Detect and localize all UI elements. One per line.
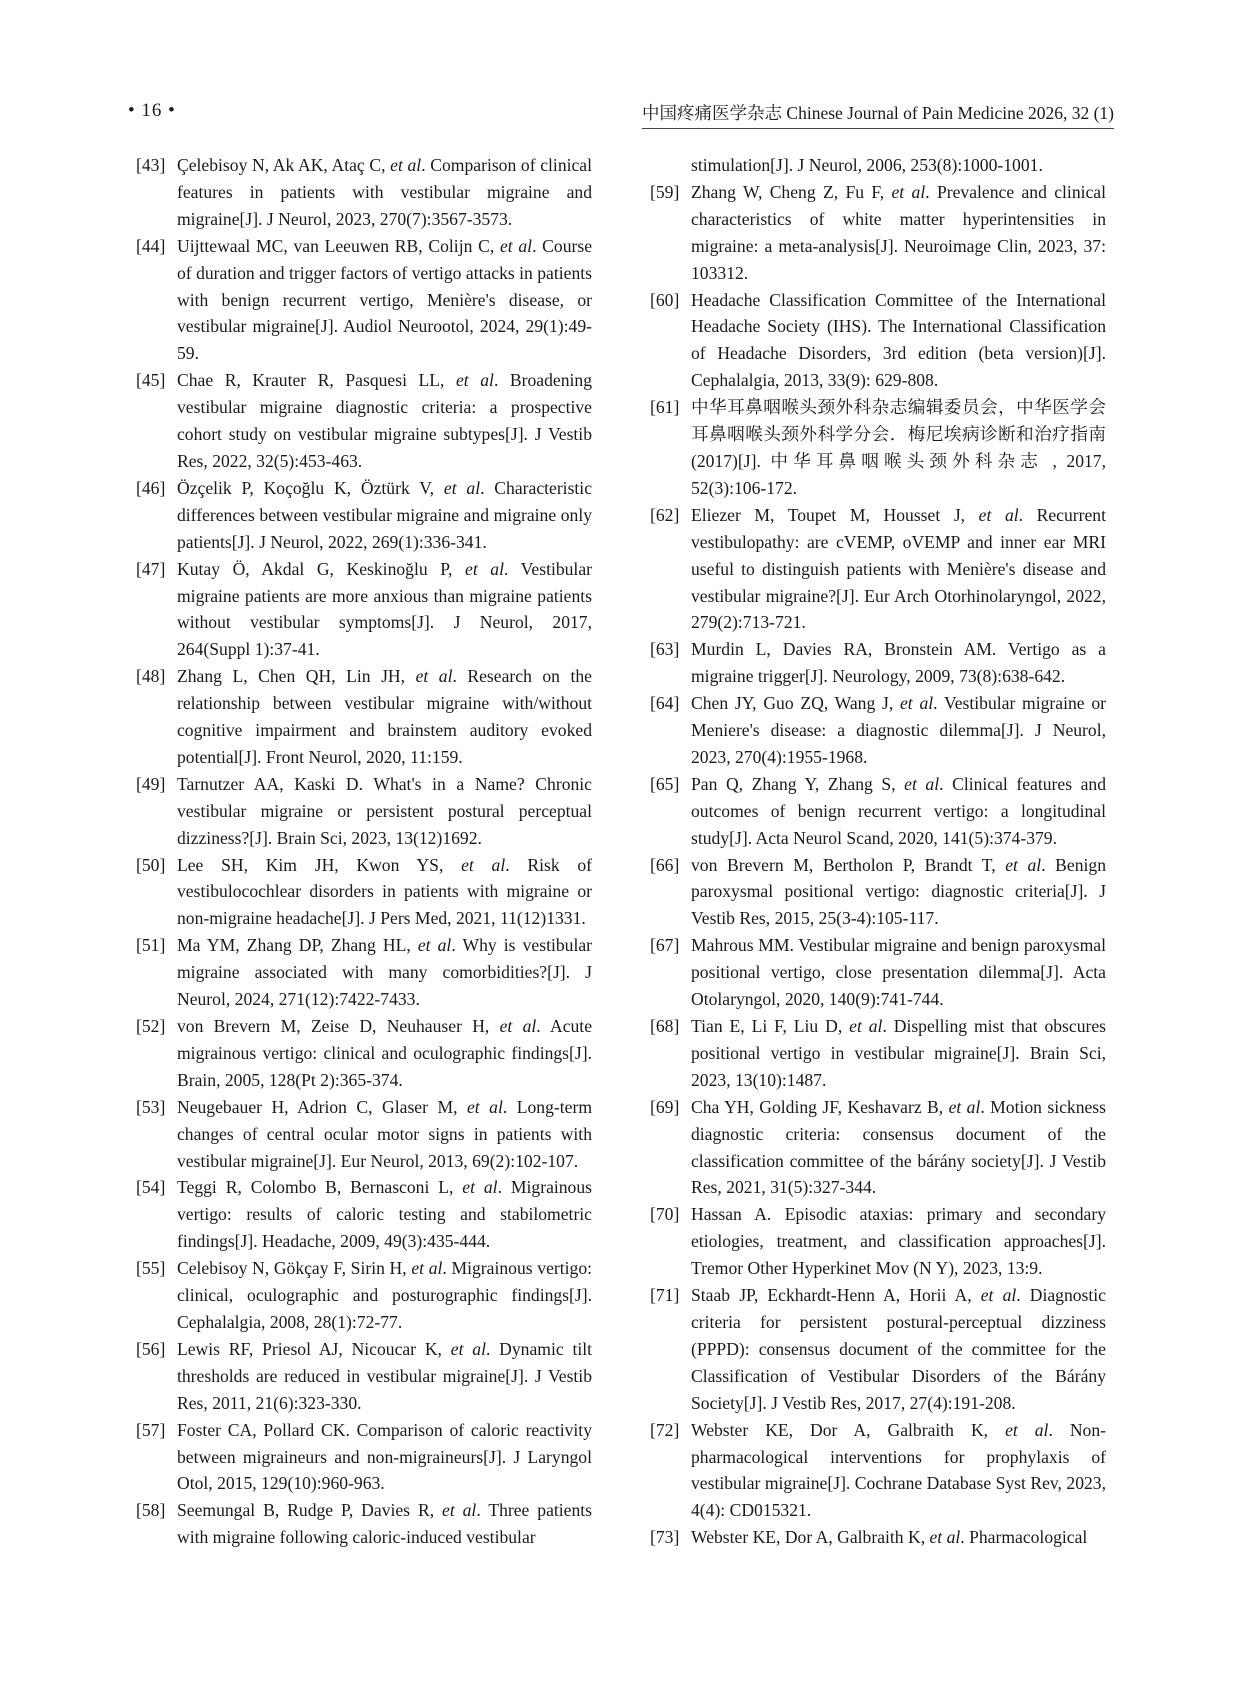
reference-text <box>177 1094 592 1175</box>
reference-details: . Course of duration and trigger factors of vertigo attacks in patients with benign recurrent vertigo, Menière's disease, or vestibular migraine[J]. Audiol Neurootol, 2024, 29(1):49-59. <box>177 235 593 364</box>
reference-text <box>177 771 592 852</box>
et-al: et al <box>461 854 506 875</box>
reference-item <box>650 771 1106 852</box>
reference-item <box>136 1497 592 1551</box>
reference-continuation: stimulation[J]. J Neurol, 2006, 253(8):1000-1001. <box>691 155 1043 175</box>
et-al: et al <box>417 935 452 956</box>
reference-details: . Dynamic tilt thresholds are reduced in vestibular migraine[J]. J Vestib Res, 2011, 21(6):323-330. <box>177 1338 593 1413</box>
page-header <box>128 100 1114 130</box>
reference-number: [67] <box>650 935 680 956</box>
reference-details: . Characteristic differences between vestibular migraine and migraine only patients[J]. J Neurol, 2022, 269(1):336-341. <box>177 477 592 552</box>
et-al: et al <box>450 1338 486 1359</box>
reference-number: [60] <box>650 289 680 310</box>
reference-number: [50] <box>136 854 166 875</box>
reference-authors: Seemungal B, Rudge P, Davies R, <box>177 1500 443 1521</box>
et-al: et al <box>415 666 453 687</box>
reference-text <box>691 636 1106 690</box>
reference-number: [51] <box>136 935 166 956</box>
reference-number: [62] <box>650 504 680 525</box>
reference-authors: Lewis RF, Priesol AJ, Nicoucar K, <box>177 1338 451 1359</box>
reference-number: [47] <box>136 558 166 579</box>
et-al: et al <box>499 235 533 256</box>
reference-text <box>691 1094 1106 1202</box>
reference-number: [55] <box>136 1258 166 1279</box>
reference-item <box>650 1201 1106 1282</box>
reference-number: [70] <box>650 1204 680 1225</box>
reference-authors: von Brevern M, Bertholon P, Brandt T, <box>691 854 1006 875</box>
reference-item <box>650 179 1106 287</box>
reference-details: . Research on the relationship between vestibular migraine with/without cognitive impairment and brainstem auditory evoked potential[J]. Front Neurol, 2020, 11:159. <box>177 666 592 767</box>
reference-item <box>136 1094 592 1175</box>
reference-item <box>136 152 592 233</box>
reference-text <box>691 502 1106 637</box>
reference-authors: Eliezer M, Toupet M, Housset J, <box>691 504 979 525</box>
reference-text <box>691 179 1106 287</box>
reference-item <box>136 556 592 664</box>
et-al: et al <box>456 370 494 391</box>
reference-number: [48] <box>136 666 166 687</box>
reference-number: [64] <box>650 693 680 714</box>
reference-authors: Çelebisoy N, Ak AK, Ataç C, <box>177 155 391 175</box>
reference-details: . Benign paroxysmal positional vertigo: diagnostic criteria[J]. J Vestib Res, 2015, 25(3-4):105-117. <box>691 854 1106 929</box>
reference-number: [46] <box>136 477 166 498</box>
reference-authors: Kutay Ö, Akdal G, Keskinoğlu P, <box>177 558 466 579</box>
reference-item <box>650 1094 1106 1202</box>
reference-item <box>136 932 592 1013</box>
reference-details: . Risk of vestibulocochlear disorders in patients with migraine or non-migraine headache[J]. J Pers Med, 2021, 11(12)1331. <box>177 854 593 929</box>
reference-authors: Webster KE, Dor A, Galbraith K, <box>691 1419 1006 1440</box>
reference-text <box>691 1282 1106 1417</box>
et-al: et al <box>499 1016 537 1036</box>
reference-text <box>691 287 1106 395</box>
reference-details: . Prevalence and clinical characteristics of white matter hyperintensities in migraine: a meta-analysis[J]. Neuroimage Clin, 2023, 37: 103312. <box>691 181 1107 283</box>
reference-authors: Zhang L, Chen QH, Lin JH, <box>177 666 416 687</box>
et-al: et al <box>948 1096 981 1117</box>
reference-authors: Chae R, Krauter R, Pasquesi LL, <box>177 370 456 391</box>
reference-item <box>650 852 1106 933</box>
reference-number: [69] <box>650 1096 680 1117</box>
reference-text <box>691 852 1106 933</box>
reference-text <box>691 1201 1106 1282</box>
reference-number: [63] <box>650 639 680 660</box>
reference-authors: Hassan A. Episodic ataxias: primary and secondary etiologies, treatment, and classification approaches[J]. Tremor Other Hyperkinet Mov (N Y), 2023, 13:9. <box>691 1204 1106 1279</box>
reference-authors: Özçelik P, Koçoğlu K, Öztürk V, <box>177 477 444 498</box>
reference-item <box>136 1013 592 1094</box>
reference-number: [68] <box>650 1016 680 1036</box>
reference-text <box>177 1336 592 1417</box>
reference-authors: Pan Q, Zhang Y, Zhang S, <box>691 773 905 794</box>
et-al: et al <box>1005 1419 1049 1440</box>
reference-text <box>177 556 592 664</box>
reference-number: [56] <box>136 1338 166 1359</box>
reference-item <box>136 367 592 475</box>
et-al: et al <box>390 155 422 175</box>
reference-number: [59] <box>650 181 680 202</box>
reference-text <box>177 1013 592 1094</box>
reference-number: [71] <box>650 1285 680 1306</box>
reference-item <box>650 502 1106 637</box>
reference-item <box>136 1417 592 1498</box>
reference-authors: Webster KE, Dor A, Galbraith K, <box>691 1527 930 1548</box>
reference-item <box>136 663 592 771</box>
reference-details: . Acute migrainous vertigo: clinical and oculographic findings[J]. Brain, 2005, 128(Pt 2):365-374. <box>177 1016 592 1090</box>
reference-text <box>691 1417 1106 1525</box>
et-al: et al <box>980 1285 1017 1306</box>
reference-column-right <box>650 152 1106 1551</box>
reference-details: . Comparison of clinical features in patients with vestibular migraine and migraine[J]. J Neurol, 2023, 270(7):3567-3573. <box>177 155 593 229</box>
reference-text <box>177 1417 592 1498</box>
reference-authors: Lee SH, Kim JH, Kwon YS, <box>177 854 462 875</box>
page-number: • 16 • <box>128 100 176 121</box>
reference-text <box>691 1013 1106 1094</box>
reference-authors: Tian E, Li F, Liu D, <box>691 1016 850 1036</box>
reference-details: . Recurrent vestibulopathy: are cVEMP, oVEMP and inner ear MRI useful to distinguish patients with Menière's disease and vestibular migraine?[J]. Eur Arch Otorhinolaryngol, 2022, 279(2):713-721. <box>691 504 1106 633</box>
reference-item <box>136 1174 592 1255</box>
reference-number: [44] <box>136 235 166 256</box>
reference-authors: Uijttewaal MC, van Leeuwen RB, Colijn C, <box>177 235 500 256</box>
reference-text <box>691 771 1106 852</box>
reference-details: . Vestibular migraine or Meniere's disease: a diagnostic dilemma[J]. J Neurol, 2023, 270(4):1955-1968. <box>691 693 1106 767</box>
et-al: et al <box>904 773 940 794</box>
reference-item <box>136 771 592 852</box>
reference-details: . Migrainous vertigo: clinical, oculographic and posturographic findings[J]. Cephalalgia, 2008, 28(1):72-77. <box>177 1258 593 1332</box>
reference-details: . Broadening vestibular migraine diagnostic criteria: a prospective cohort study on vestibular migraine subtypes[J]. J Vestib Res, 2022, 32(5):453-463. <box>177 370 592 471</box>
reference-number: [53] <box>136 1096 166 1117</box>
reference-authors: Ma YM, Zhang DP, Zhang HL, <box>177 935 418 956</box>
reference-number: [52] <box>136 1016 166 1036</box>
reference-number: [61] <box>650 397 680 418</box>
reference-number: [73] <box>650 1527 680 1548</box>
reference-item <box>136 475 592 556</box>
reference-number: [57] <box>136 1419 166 1440</box>
reference-number: [43] <box>136 155 166 175</box>
reference-details: . Three patients with migraine following caloric-induced vestibular <box>177 1500 593 1548</box>
reference-authors: Foster CA, Pollard CK. Comparison of caloric reactivity between migraineurs and non-migraineurs[J]. J Laryngol Otol, 2015, 129(10):960-963. <box>177 1419 592 1494</box>
et-al: et al <box>891 181 926 202</box>
reference-authors: 中华耳鼻咽喉头颈外科杂志编辑委员会，中华医学会耳鼻咽喉头颈外科学分会．梅尼埃病诊断和治疗指南 (2017)[J]. 中华耳鼻咽喉头颈外科杂志 , 2017, 52(3):106-172. <box>691 397 1106 498</box>
reference-text <box>177 233 592 368</box>
et-al: et al <box>443 477 481 498</box>
reference-details: . Vestibular migraine patients are more anxious than migraine patients without vestibular symptoms[J]. J Neurol, 2017, 264(Suppl 1):37-41. <box>177 558 592 660</box>
reference-number: [72] <box>650 1419 680 1440</box>
reference-authors: Cha YH, Golding JF, Keshavarz B, <box>691 1096 949 1117</box>
reference-item <box>650 932 1106 1013</box>
reference-authors: Headache Classification Committee of the International Headache Society (IHS). The International Classification of Headache Disorders, 3rd edition (beta version)[J]. Cephalalgia, 2013, 33(9): 629-808. <box>691 289 1106 391</box>
reference-text <box>691 932 1106 1013</box>
reference-authors: Teggi R, Colombo B, Bernasconi L, <box>177 1177 463 1198</box>
reference-details: . Clinical features and outcomes of benign recurrent vertigo: a longitudinal study[J]. Acta Neurol Scand, 2020, 141(5):374-379. <box>691 773 1107 848</box>
et-al: et al <box>467 1096 503 1117</box>
reference-text <box>177 1174 592 1255</box>
reference-item <box>650 636 1106 690</box>
reference-details: . Non-pharmacological interventions for prophylaxis of vestibular migraine[J]. Cochrane Database Syst Rev, 2023, 4(4): CD015321. <box>691 1419 1106 1521</box>
reference-authors: Chen JY, Guo ZQ, Wang J, <box>691 693 900 714</box>
reference-item <box>650 1524 1106 1551</box>
reference-number: [49] <box>136 773 166 794</box>
reference-details: . Diagnostic criteria for persistent postural-perceptual dizziness (PPPD): consensus document of the committee for the Classification of Vestibular Disorders of the Bárány Society[J]. J Vestib Res, 2017, 27(4):191-208. <box>691 1285 1106 1413</box>
reference-item <box>136 852 592 933</box>
reference-item <box>650 394 1106 502</box>
reference-column-left <box>136 152 592 1551</box>
reference-text <box>691 394 1106 502</box>
reference-authors: von Brevern M, Zeise D, Neuhauser H, <box>177 1016 500 1036</box>
et-al: et al <box>978 504 1019 525</box>
reference-text <box>691 690 1106 771</box>
reference-text <box>177 1497 592 1551</box>
reference-details: . Dispelling mist that obscures positional vertigo in vestibular migraine[J]. Brain Sci, 2023, 13(10):1487. <box>691 1016 1107 1090</box>
reference-item <box>650 1013 1106 1094</box>
reference-number: [65] <box>650 773 680 794</box>
reference-authors: Mahrous MM. Vestibular migraine and benign paroxysmal positional vertigo, close presentation dilemma[J]. Acta Otolaryngol, 2020, 140(9):741-744. <box>691 935 1106 1010</box>
et-al: et al <box>465 558 504 579</box>
reference-details: . Long-term changes of central ocular motor signs in patients with vestibular migraine[J]. Eur Neurol, 2013, 69(2):102-107. <box>177 1096 592 1171</box>
reference-details: . Pharmacological <box>960 1527 1088 1548</box>
reference-item <box>650 1417 1106 1525</box>
reference-number: [66] <box>650 854 680 875</box>
reference-number: [58] <box>136 1500 166 1521</box>
reference-item <box>136 1336 592 1417</box>
reference-text <box>177 1255 592 1336</box>
reference-authors: Tarnutzer AA, Kaski D. What's in a Name? Chronic vestibular migraine or persistent postural perceptual dizziness?[J]. Brain Sci, 2023, 13(12)1692. <box>177 773 592 848</box>
reference-item <box>650 1282 1106 1417</box>
reference-item <box>136 233 592 368</box>
journal-title: 中国疼痛医学杂志 Chinese Journal of Pain Medicine 2026, 32 (1) <box>642 100 1114 129</box>
reference-text <box>177 475 592 556</box>
et-al: et al <box>1005 854 1042 875</box>
reference-number: [54] <box>136 1177 166 1198</box>
reference-text <box>177 932 592 1013</box>
et-al: et al <box>411 1258 443 1279</box>
et-al: et al <box>442 1500 477 1521</box>
reference-details: . Migrainous vertigo: results of caloric testing and stabilometric findings[J]. Headache, 2009, 49(3):435-444. <box>177 1177 593 1252</box>
reference-text <box>177 152 592 233</box>
et-al: et al <box>929 1527 961 1548</box>
reference-item <box>136 1255 592 1336</box>
reference-authors: Zhang W, Cheng Z, Fu F, <box>691 181 892 202</box>
reference-item <box>650 690 1106 771</box>
reference-authors: Neugebauer H, Adrion C, Glaser M, <box>177 1096 467 1117</box>
reference-text <box>177 663 592 771</box>
et-al: et al <box>849 1016 883 1036</box>
reference-item <box>650 287 1106 395</box>
reference-authors: Murdin L, Davies RA, Bronstein AM. Vertigo as a migraine trigger[J]. Neurology, 2009, 73(8):638-642. <box>691 639 1106 687</box>
reference-text <box>177 852 592 933</box>
reference-number: [45] <box>136 370 166 391</box>
reference-authors: Celebisoy N, Gökçay F, Sirin H, <box>177 1258 412 1279</box>
reference-details: . Why is vestibular migraine associated with many comorbidities?[J]. J Neurol, 2024, 271(12):7422-7433. <box>177 935 593 1010</box>
et-al: et al <box>462 1177 498 1198</box>
et-al: et al <box>900 693 934 714</box>
reference-authors: Staab JP, Eckhardt-Henn A, Horii A, <box>691 1285 981 1306</box>
reference-text <box>177 367 592 475</box>
reference-details: . Motion sickness diagnostic criteria: consensus document of the classification committee of the bárány society[J]. J Vestib Res, 2021, 31(5):327-344. <box>691 1096 1106 1198</box>
reference-text <box>691 1524 1106 1551</box>
